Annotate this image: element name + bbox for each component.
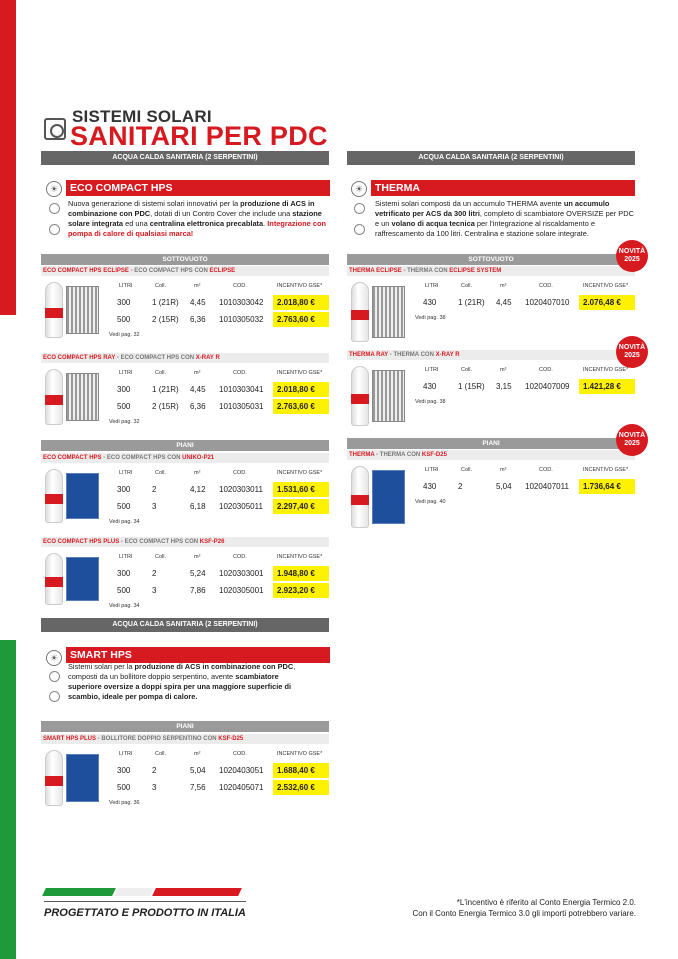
cell-cod: 1010305031 <box>219 402 264 411</box>
column-header-m2: m² <box>500 367 507 373</box>
column-header-incentivo: INCENTIVO GSE* <box>277 470 323 476</box>
novita-badge: NOVITÀ 2025 <box>616 240 648 272</box>
incentive-footnote: *L'incentivo è riferito al Conto Energia Termico 2.0. Con il Conto Energia Termico 3.0 gli importi potrebbero variare. <box>412 898 636 918</box>
type-header-sottovuoto: SOTTOVUOTO <box>347 254 635 265</box>
column-header-m2: m² <box>194 751 201 757</box>
column-header-coll: Coll. <box>461 467 473 473</box>
therma-description: Sistemi solari composti da un accumulo THERMA avente un accumulo vetrificato per ACS da 300 litri, completo di scambiatore OVERSIZE per PDC e un volano di acqua tecnica per l'integrazione al riscaldamento e raffrescamento da 100 litri. Centralina e stazione solare integrate. <box>375 199 634 238</box>
page-title: SANITARI PER PDC <box>70 121 328 151</box>
eco-compact-title: ECO COMPACT HPS <box>66 180 330 196</box>
cell-coll: 3 <box>152 586 157 595</box>
tap-icon <box>49 203 60 214</box>
product-card-eco-eclipse <box>41 266 329 346</box>
cell-coll: 2 <box>152 485 157 494</box>
cell-cod: 1020407009 <box>525 382 570 391</box>
type-header-piani: PIANI <box>41 721 329 732</box>
product-name-bar: ECO COMPACT HPS ECLIPSE - ECO COMPACT HPS CON ECLIPSE <box>41 266 329 276</box>
cell-litri: 500 <box>117 315 131 324</box>
cell-m2: 4,12 <box>190 485 206 494</box>
cell-price: 1.531,60 € <box>273 482 329 497</box>
cell-litri: 500 <box>117 502 131 511</box>
column-header-coll: Coll. <box>155 470 167 476</box>
column-header-litri: LITRI <box>119 370 133 376</box>
product-image <box>347 462 409 528</box>
green-side-stripe <box>0 640 16 959</box>
cell-m2: 5,04 <box>190 766 206 775</box>
cell-cod: 1020407010 <box>525 298 570 307</box>
column-header-incentivo: INCENTIVO GSE* <box>277 370 323 376</box>
page-reference: Vedi pag. 32 <box>109 419 140 425</box>
cell-price: 1.948,80 € <box>273 566 329 581</box>
gear-icon <box>49 224 60 235</box>
cell-m2: 7,86 <box>190 586 206 595</box>
column-header-incentivo: INCENTIVO GSE* <box>583 283 629 289</box>
product-card-smart-plus <box>41 734 329 814</box>
product-name-bar: SMART HPS PLUS - BOLLITORE DOPPIO SERPENTINO CON KSF-D25 <box>41 734 329 744</box>
cell-m2: 4,45 <box>190 298 206 307</box>
product-card-eco-ray <box>41 353 329 433</box>
product-card-th-ksf <box>347 450 635 530</box>
cell-litri: 300 <box>117 766 131 775</box>
tap-icon <box>354 203 365 214</box>
section-header-acs-2: ACQUA CALDA SANITARIA (2 SERPENTINI) <box>41 618 329 632</box>
column-header-m2: m² <box>194 370 201 376</box>
column-header-coll: Coll. <box>155 370 167 376</box>
product-card-eco-plus <box>41 537 329 613</box>
cell-price: 2.763,60 € <box>273 399 329 414</box>
cell-coll: 2 <box>152 766 157 775</box>
column-header-incentivo: INCENTIVO GSE* <box>277 554 323 560</box>
cell-price: 2.297,40 € <box>273 499 329 514</box>
column-header-cod: COD. <box>233 751 247 757</box>
cell-litri: 300 <box>117 485 131 494</box>
column-header-cod: COD. <box>233 283 247 289</box>
cell-m2: 6,18 <box>190 502 206 511</box>
smart-hps-title: SMART HPS <box>66 647 330 663</box>
cell-m2: 3,15 <box>496 382 512 391</box>
column-header-cod: COD. <box>233 470 247 476</box>
column-header-cod: COD. <box>233 370 247 376</box>
cell-price: 2.532,60 € <box>273 780 329 795</box>
cell-price: 2.076,48 € <box>579 295 635 310</box>
page-reference: Vedi pag. 34 <box>109 519 140 525</box>
product-name-bar: THERMA ECLIPSE - THERMA CON ECLIPSE SYSTEM <box>347 266 635 276</box>
column-header-litri: LITRI <box>425 467 439 473</box>
column-header-coll: Coll. <box>155 283 167 289</box>
cell-m2: 4,45 <box>190 385 206 394</box>
column-header-cod: COD. <box>539 283 553 289</box>
product-name-bar: ECO COMPACT HPS RAY - ECO COMPACT HPS CON X-RAY R <box>41 353 329 363</box>
product-image <box>41 549 103 611</box>
page-reference: Vedi pag. 40 <box>415 499 446 505</box>
cell-coll: 2 (15R) <box>152 315 179 324</box>
column-header-incentivo: INCENTIVO GSE* <box>277 751 323 757</box>
product-image <box>41 465 103 529</box>
cell-coll: 1 (21R) <box>458 298 485 307</box>
cell-coll: 3 <box>152 783 157 792</box>
page-reference: Vedi pag. 38 <box>415 315 446 321</box>
cell-price: 2.018,80 € <box>273 295 329 310</box>
product-image <box>347 278 409 338</box>
column-header-m2: m² <box>194 470 201 476</box>
therma-title: THERMA <box>371 180 635 196</box>
product-card-th-eclipse <box>347 266 635 340</box>
sun-icon: ☀ <box>351 181 367 197</box>
section-header-acs: ACQUA CALDA SANITARIA (2 SERPENTINI) <box>41 151 329 165</box>
cell-m2: 7,56 <box>190 783 206 792</box>
solar-panel-icon <box>44 118 66 140</box>
column-header-cod: COD. <box>539 467 553 473</box>
cell-price: 1.688,40 € <box>273 763 329 778</box>
cell-litri: 430 <box>423 482 437 491</box>
column-header-m2: m² <box>194 554 201 560</box>
cell-litri: 500 <box>117 586 131 595</box>
cell-cod: 1020305011 <box>219 502 263 511</box>
product-card-th-ray <box>347 350 635 424</box>
column-header-incentivo: INCENTIVO GSE* <box>583 467 629 473</box>
column-header-litri: LITRI <box>425 367 439 373</box>
made-in-italy-label: PROGETTATO E PRODOTTO IN ITALIA <box>44 901 246 919</box>
cell-coll: 3 <box>152 502 157 511</box>
cell-litri: 430 <box>423 298 437 307</box>
column-header-cod: COD. <box>539 367 553 373</box>
section-header-acs: ACQUA CALDA SANITARIA (2 SERPENTINI) <box>347 151 635 165</box>
cell-price: 2.763,60 € <box>273 312 329 327</box>
cell-litri: 300 <box>117 385 131 394</box>
novita-badge: NOVITÀ 2025 <box>616 336 648 368</box>
type-header-piani: PIANI <box>41 440 329 451</box>
novita-badge: NOVITÀ 2025 <box>616 424 648 456</box>
type-header-piani: PIANI <box>347 438 635 449</box>
product-image <box>347 362 409 422</box>
column-header-m2: m² <box>500 283 507 289</box>
sun-icon: ☀ <box>46 181 62 197</box>
cell-coll: 2 <box>458 482 463 491</box>
cell-m2: 5,24 <box>190 569 206 578</box>
cell-cod: 1010303041 <box>219 385 264 394</box>
column-header-litri: LITRI <box>119 470 133 476</box>
product-image <box>41 365 103 431</box>
cell-cod: 1020405071 <box>219 783 264 792</box>
product-card-eco-p21 <box>41 453 329 531</box>
column-header-coll: Coll. <box>461 283 473 289</box>
gear-icon <box>49 691 60 702</box>
page-reference: Vedi pag. 38 <box>415 399 446 405</box>
eco-description: Nuova generazione di sistemi solari innovativi per la produzione di ACS in combinazione con PDC, dotati di un Contro Cover che include una stazione solare integrata ed una centralina elettronica precablata. Integrazione con pompa di calore di qualsiasi marca! <box>68 199 326 238</box>
smart-description: Sistemi solari per la produzione di ACS in combinazione con PDC, composti da un bollitore doppio serpentino, avente scambiatore superiore oversize a doppi spira per una maggiore superficie di scambio, ideale per pompa di calore. <box>68 662 296 701</box>
column-header-m2: m² <box>500 467 507 473</box>
page-reference: Vedi pag. 36 <box>109 800 140 806</box>
column-header-litri: LITRI <box>119 554 133 560</box>
tap-icon <box>49 671 60 682</box>
cell-coll: 1 (15R) <box>458 382 485 391</box>
cell-litri: 500 <box>117 402 131 411</box>
cell-litri: 300 <box>117 569 131 578</box>
cell-cod: 1020305001 <box>219 586 264 595</box>
cell-cod: 1020407011 <box>525 482 569 491</box>
cell-cod: 1010303042 <box>219 298 264 307</box>
column-header-coll: Coll. <box>155 554 167 560</box>
cell-cod: 1020403051 <box>219 766 264 775</box>
page-reference: Vedi pag. 32 <box>109 332 140 338</box>
red-side-stripe <box>0 0 16 315</box>
cell-cod: 1020303001 <box>219 569 264 578</box>
product-image <box>41 746 103 812</box>
column-header-litri: LITRI <box>425 283 439 289</box>
cell-price: 2.923,20 € <box>273 583 329 598</box>
product-name-bar: THERMA - THERMA CON KSF-D25 <box>347 450 635 460</box>
sun-icon: ☀ <box>46 650 62 666</box>
column-header-coll: Coll. <box>155 751 167 757</box>
product-name-bar: ECO COMPACT HPS - ECO COMPACT HPS CON UNIKO-P21 <box>41 453 329 463</box>
cell-coll: 2 (15R) <box>152 402 179 411</box>
product-name-bar: THERMA RAY - THERMA CON X-RAY R <box>347 350 635 360</box>
product-name-bar: ECO COMPACT HPS PLUS - ECO COMPACT HPS CON KSF-P26 <box>41 537 329 547</box>
cell-cod: 1010305032 <box>219 315 264 324</box>
column-header-litri: LITRI <box>119 751 133 757</box>
cell-m2: 4,45 <box>496 298 512 307</box>
cell-litri: 500 <box>117 783 131 792</box>
cell-coll: 1 (21R) <box>152 298 179 307</box>
page-reference: Vedi pag. 34 <box>109 603 140 609</box>
type-header-sottovuoto: SOTTOVUOTO <box>41 254 329 265</box>
column-header-coll: Coll. <box>461 367 473 373</box>
cell-m2: 6,36 <box>190 315 206 324</box>
cell-coll: 1 (21R) <box>152 385 179 394</box>
cell-litri: 430 <box>423 382 437 391</box>
column-header-cod: COD. <box>233 554 247 560</box>
cell-price: 1.736,64 € <box>579 479 635 494</box>
column-header-m2: m² <box>194 283 201 289</box>
cell-m2: 6,36 <box>190 402 206 411</box>
cell-cod: 1020303011 <box>219 485 263 494</box>
product-image <box>41 278 103 344</box>
column-header-incentivo: INCENTIVO GSE* <box>277 283 323 289</box>
cell-price: 1.421,28 € <box>579 379 635 394</box>
gear-icon <box>354 224 365 235</box>
column-header-litri: LITRI <box>119 283 133 289</box>
page-subtitle: SISTEMI SOLARI <box>72 107 212 126</box>
cell-litri: 300 <box>117 298 131 307</box>
cell-price: 2.018,80 € <box>273 382 329 397</box>
cell-coll: 2 <box>152 569 157 578</box>
cell-m2: 5,04 <box>496 482 512 491</box>
column-header-incentivo: INCENTIVO GSE* <box>583 367 629 373</box>
